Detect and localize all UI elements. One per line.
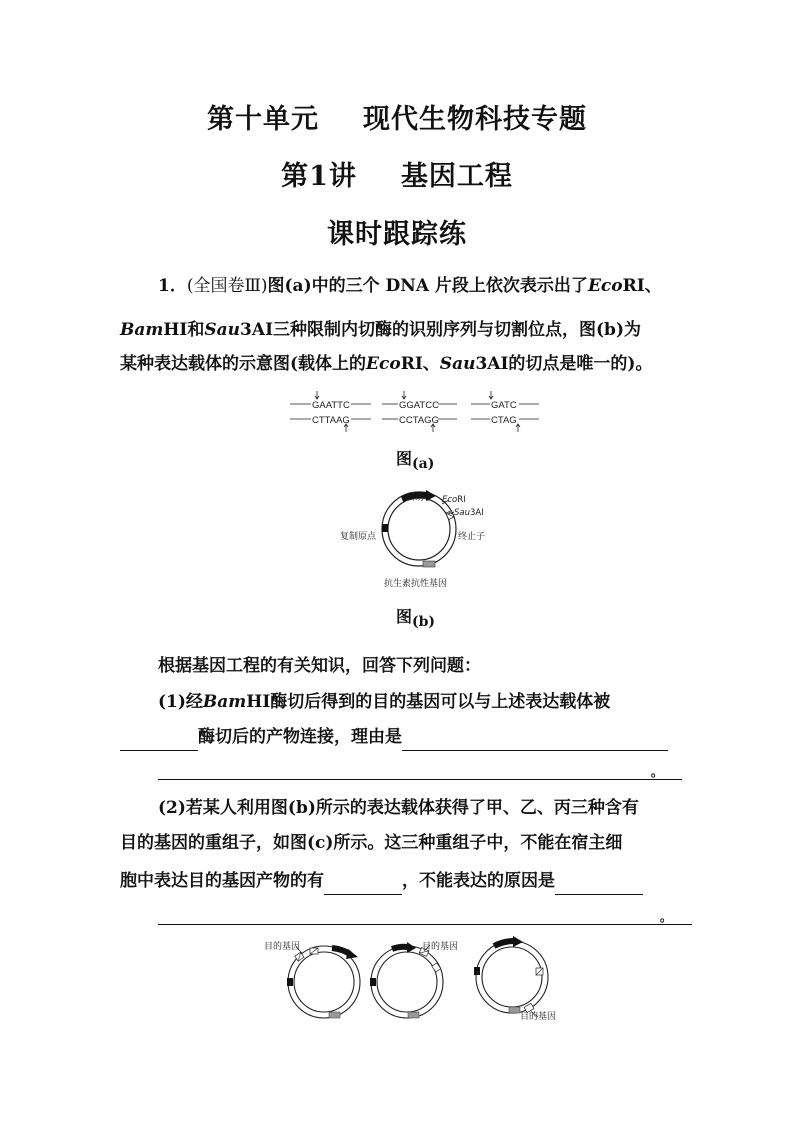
sub1-end: 。: [651, 765, 664, 779]
sub2-line-1: (2)若某人利用图(b)所示的表达载体获得了甲、乙、丙三种含有: [158, 798, 639, 818]
lecture-title: [0, 154, 794, 193]
q1-source: (全国卷Ⅲ): [186, 276, 268, 296]
figure-c-recombinants: [262, 935, 584, 1025]
origin-block: [382, 524, 388, 532]
intro-text: 根据基因工程的有关知识，回答下列问题：: [158, 656, 481, 676]
answer-blank-enzyme[interactable]: [120, 732, 198, 751]
seq-3-bottom: CTAG: [491, 415, 517, 426]
sub2-line-3: 胞中表达目的基因产物的有 ，不能表达的原因是: [120, 867, 643, 895]
figure-a-diagram: [285, 388, 545, 436]
answer-line-cause-cont[interactable]: [158, 924, 692, 925]
origin-label: 复制原点: [340, 532, 377, 542]
section-title: 课时跟踪练: [327, 219, 467, 250]
answer-blank-reason[interactable]: [402, 732, 668, 751]
svg-text:Sau3AⅠ: Sau3AⅠ: [454, 508, 484, 518]
recombinant-jia: [264, 940, 360, 1018]
resistance-label: 抗生素抗性基因: [384, 579, 448, 589]
seq-2-top: GGATCC: [399, 400, 439, 411]
unit-number: 第十单元: [207, 104, 319, 135]
q1-line-1: 1．(全国卷Ⅲ)图(a)中的三个 DNA 片段上依次表示出了EcoRⅠ、: [158, 276, 662, 296]
sub2-line-2: 目的基因的重组子，如图(c)所示。这三种重组子中，不能在宿主细: [120, 833, 623, 853]
recombinant-bing: [474, 936, 556, 1022]
promoter-label: 启动子: [406, 493, 434, 503]
seq-1-top: GAATTC: [312, 400, 350, 411]
label-gene-2: 目的基因: [422, 942, 459, 952]
seq-1-bottom: CTTAAG: [312, 415, 350, 426]
sub1-line-1: (1)经BamHⅠ酶切后得到的目的基因可以与上述表达载体被: [158, 692, 611, 712]
answer-line-reason-cont[interactable]: [158, 779, 682, 780]
answer-blank-cause[interactable]: [555, 876, 643, 895]
sub2-end: 。: [660, 910, 673, 924]
unit-title: [0, 97, 794, 136]
figure-b-caption: 图$_{(b)}$: [396, 607, 436, 631]
seq-2-bottom: CCTAGG: [399, 415, 439, 426]
unit-name: 现代生物科技专题: [363, 104, 587, 135]
svg-text:EcoRⅠ: EcoRⅠ: [442, 495, 466, 505]
label-gene-1: 目的基因: [264, 942, 301, 952]
resistance-block: [423, 561, 435, 567]
q1-number: 1．: [158, 276, 187, 296]
terminator-label: 终止子: [458, 532, 486, 542]
figure-b-plasmid: [330, 486, 500, 592]
answer-blank-recombinants[interactable]: [324, 876, 402, 895]
lecture-name: 基因工程: [400, 161, 513, 192]
figure-a-caption: 图$_{(a)}$: [396, 449, 435, 473]
q1-line-3: 某种表达载体的示意图(载体上的EcoRⅠ、Sau3AⅠ的切点是唯一的)。: [120, 354, 653, 374]
recombinant-yi: [370, 940, 458, 1018]
lecture-number: 第1讲: [281, 161, 357, 192]
sub1-line-2: 酶切后的产物连接，理由是: [120, 723, 668, 751]
seq-3-top: GATC: [491, 400, 517, 411]
label-gene-3: 目的基因: [520, 1012, 557, 1022]
q1-line-2: BamHⅠ和Sau3AⅠ三种限制内切酶的识别序列与切割位点，图(b)为: [120, 320, 641, 340]
